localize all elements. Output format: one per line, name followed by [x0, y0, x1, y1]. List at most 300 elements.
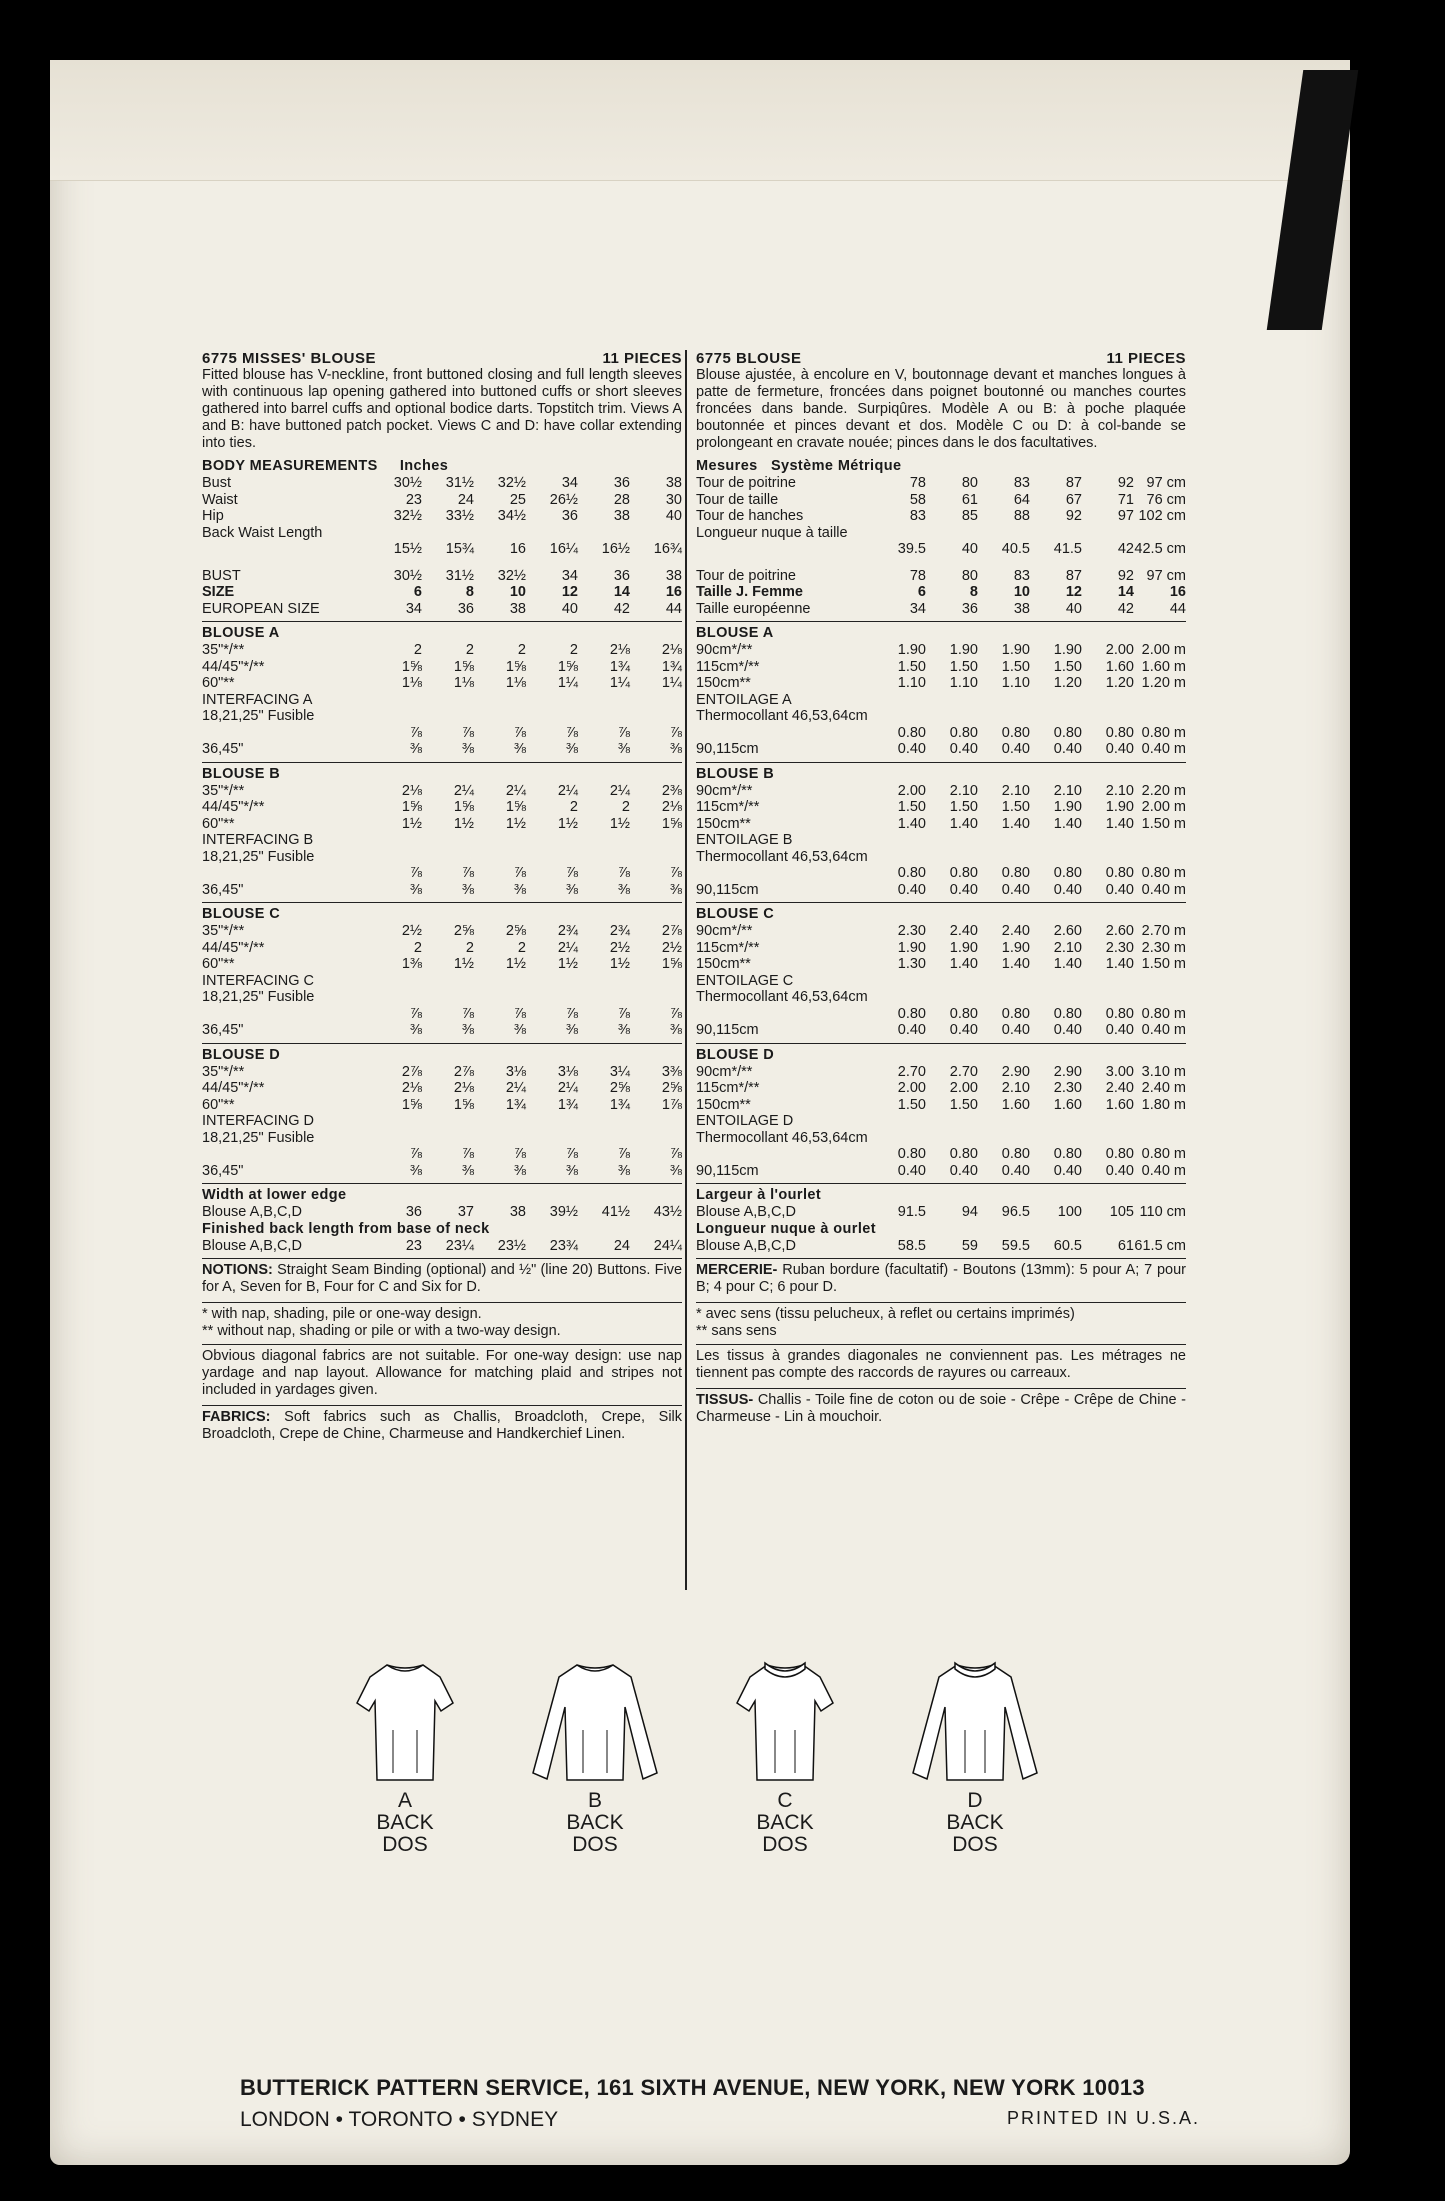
measurement-row	[696, 584, 1186, 601]
measurement-row	[696, 989, 1186, 1006]
row-label: 115cm*/**	[696, 1080, 760, 1096]
row-value: ⅜	[669, 741, 682, 757]
measurement-row	[696, 568, 1186, 585]
row-label: 150cm**	[696, 675, 751, 691]
row-value: 0.40	[897, 741, 926, 757]
fabrics	[202, 1409, 682, 1443]
back-view-b	[520, 1655, 670, 1855]
measurement-row	[202, 1097, 682, 1114]
row-label: 60"**	[202, 1096, 235, 1113]
measurement-row	[696, 1163, 1186, 1180]
row-value: ⅜	[461, 1022, 474, 1038]
measurement-row	[202, 865, 682, 882]
row-value: 3⅛	[557, 1063, 578, 1080]
row-value: 0.80	[949, 865, 978, 881]
view-back-label: BACK	[756, 1811, 814, 1834]
row-value: 1.50	[897, 658, 926, 675]
row-value: ⅜	[565, 881, 578, 898]
measurements-header	[202, 458, 682, 475]
row-value: 110 cm	[1139, 1204, 1186, 1220]
row-value: 39½	[549, 1204, 578, 1220]
row-value: 2.60	[1053, 923, 1082, 939]
view-back-label: BACK	[946, 1811, 1004, 1834]
row-label: 115cm*/**	[696, 658, 760, 675]
fusible-label: Thermocollant 46,53,64cm	[696, 1129, 868, 1146]
row-value: 2.10	[1001, 1080, 1030, 1096]
row-value: 1¾	[609, 1096, 630, 1113]
row-value: 2½	[661, 939, 682, 956]
row-value: 1.50	[949, 1096, 978, 1113]
row-value: 2.40	[1105, 1080, 1134, 1096]
row-value: ⅜	[461, 881, 474, 898]
printed-in-label: PRINTED IN U.S.A.	[1006, 2108, 1200, 2128]
row-value: 3⅜	[661, 1063, 682, 1080]
row-value: 36	[613, 475, 630, 491]
measurement-row	[202, 1130, 682, 1147]
row-value: 2.00	[897, 1080, 926, 1096]
measurement-row	[202, 816, 682, 833]
row-label: 60"**	[202, 815, 235, 832]
row-value: ⅞	[513, 1005, 526, 1022]
row-value: 1.50 m	[1141, 956, 1186, 972]
view-back-label: BACK	[376, 1811, 434, 1834]
row-value: 0.40	[897, 1022, 926, 1038]
row-value: 8	[969, 584, 978, 600]
row-value: 42	[1117, 541, 1134, 557]
row-value: ⅞	[617, 724, 630, 741]
row-value: 6	[413, 584, 422, 600]
section-rule	[202, 1258, 682, 1259]
row-value: 2⅝	[609, 1080, 630, 1096]
row-label: 115cm*/**	[696, 939, 760, 956]
row-value: 0.80 m	[1141, 1005, 1186, 1022]
section-rule	[696, 1183, 1186, 1184]
row-value: ⅜	[669, 1162, 682, 1179]
row-value: 14	[1117, 584, 1134, 600]
row-label	[696, 725, 874, 742]
width-table	[696, 1204, 1186, 1221]
measurements-header	[696, 458, 1186, 475]
measurement-row	[696, 525, 1186, 542]
footer-bottom-row	[240, 2108, 1200, 2132]
view-letter: A	[397, 1789, 412, 1812]
row-value: 34½	[497, 508, 526, 524]
row-value: ⅞	[617, 1146, 630, 1162]
view-letter: B	[587, 1789, 602, 1812]
row-value: 76 cm	[1146, 491, 1186, 508]
row-value: 2.60	[1105, 923, 1134, 939]
row-value: 43½	[653, 1204, 682, 1220]
row-value: 2	[569, 642, 578, 658]
row-value: 2.00	[1105, 642, 1134, 658]
row-value: 0.40 m	[1141, 741, 1186, 757]
measurement-row	[696, 741, 1186, 758]
row-value: 1⅛	[401, 675, 422, 691]
measurement-row	[202, 1113, 682, 1130]
measurement-row	[202, 541, 682, 558]
section-rule	[202, 762, 682, 763]
row-value: 36	[457, 600, 474, 617]
row-value: 3.00	[1105, 1063, 1134, 1080]
row-label: Blouse A,B,C,D	[696, 1204, 796, 1220]
row-value: 2¼	[505, 782, 526, 799]
fabrics-label: FABRICS:	[202, 1409, 271, 1425]
row-value: 34	[561, 475, 578, 491]
row-value: 2½	[609, 939, 630, 956]
row-label: 35"*/**	[202, 642, 245, 658]
blouse-long-sleeve-collar-icon	[905, 1655, 1045, 1790]
width-table	[202, 1204, 682, 1221]
row-value: 30½	[393, 567, 422, 584]
view-back-label: BACK	[566, 1811, 624, 1834]
row-value: 1⅝	[505, 658, 526, 675]
measurement-row	[696, 1006, 1186, 1023]
row-value: 2	[517, 939, 526, 956]
row-value: 2.10	[1053, 939, 1082, 956]
measurement-row	[696, 508, 1186, 525]
pattern-title-row	[202, 350, 682, 367]
row-value: 2¾	[609, 923, 630, 939]
row-value: 1¼	[609, 675, 630, 691]
measurement-row	[202, 956, 682, 973]
row-value: 2	[569, 799, 578, 815]
row-value: 1¾	[661, 658, 682, 675]
row-label: 36,45"	[202, 1162, 244, 1179]
row-value: 6	[917, 584, 926, 600]
row-value: 24	[613, 1237, 630, 1254]
row-value: 58	[909, 491, 926, 508]
row-value: 94	[961, 1204, 978, 1220]
row-value: 1.90	[949, 939, 978, 956]
row-value: 1.60	[1001, 1096, 1030, 1113]
row-label	[696, 541, 874, 558]
row-label: 150cm**	[696, 1096, 751, 1113]
row-value: 1.90	[1105, 799, 1134, 815]
measurement-row	[202, 1163, 682, 1180]
measurement-row	[202, 675, 682, 692]
row-value: 0.40	[949, 881, 978, 898]
row-value: ⅞	[565, 865, 578, 881]
blouse-view-header: BLOUSE D	[696, 1046, 775, 1063]
row-value: ⅞	[565, 724, 578, 741]
row-value: 1.50	[1053, 658, 1082, 675]
row-value: 0.80	[1105, 724, 1134, 741]
row-value: 2	[621, 799, 630, 815]
row-value: 1⅝	[661, 956, 682, 972]
row-value: 38	[509, 1204, 526, 1220]
row-value: 1⅝	[401, 1096, 422, 1113]
fusible-label: Thermocollant 46,53,64cm	[696, 708, 868, 724]
view-letter: D	[967, 1789, 983, 1812]
row-value: ⅜	[409, 1162, 422, 1179]
row-value: 2.10	[1105, 782, 1134, 799]
row-label: Taille J. Femme	[696, 584, 803, 600]
row-label: BUST	[202, 567, 241, 584]
row-value: 0.40 m	[1141, 881, 1186, 898]
row-label: 44/45"*/**	[202, 658, 265, 675]
row-value: 0.40	[1001, 1022, 1030, 1038]
row-value: 1⅝	[401, 658, 422, 675]
fusible-label: 18,21,25" Fusible	[202, 848, 315, 865]
row-value: 0.80	[1001, 1005, 1030, 1022]
row-value: 2⅛	[453, 1080, 474, 1096]
row-value: ⅞	[669, 865, 682, 881]
row-value: 1¼	[557, 675, 578, 691]
row-value: 40	[1065, 600, 1082, 617]
row-value: 1.50	[949, 658, 978, 675]
measurement-row	[202, 1006, 682, 1023]
measurement-row	[202, 1022, 682, 1039]
row-label: 36,45"	[202, 741, 244, 757]
row-value: ⅞	[461, 1005, 474, 1022]
row-value: 1½	[609, 956, 630, 972]
row-value: 1.40	[1105, 815, 1134, 832]
measurement-row	[696, 1146, 1186, 1163]
row-label: 90,115cm	[696, 881, 759, 898]
row-value: 2.10	[949, 782, 978, 799]
measurement-row	[696, 783, 1186, 800]
row-value: 39.5	[897, 541, 926, 557]
blouse-long-sleeve-icon	[525, 1655, 665, 1790]
row-value: 33½	[445, 508, 474, 524]
row-value: 0.80	[1053, 1146, 1082, 1162]
measurement-row	[202, 725, 682, 742]
yardage-table	[696, 923, 1186, 1039]
notions-label: NOTIONS:	[202, 1262, 273, 1278]
row-value: 0.40	[949, 1022, 978, 1038]
row-value: 37	[457, 1204, 474, 1220]
row-label: 90cm*/**	[696, 642, 753, 658]
row-label: 150cm**	[696, 956, 751, 972]
row-value: ⅜	[513, 881, 526, 898]
row-value: 0.80	[1105, 1146, 1134, 1162]
row-value: 2.30	[1053, 1080, 1082, 1096]
section-rule	[696, 1302, 1186, 1303]
row-value: 1.40	[1053, 956, 1082, 972]
row-value: 1.50	[1001, 799, 1030, 815]
row-value: 1⅝	[661, 815, 682, 832]
column-divider	[685, 350, 687, 1590]
row-value: ⅞	[409, 724, 422, 741]
row-value: 0.40	[1053, 1022, 1082, 1038]
row-value: 1.40	[1053, 815, 1082, 832]
back-view-a	[330, 1655, 480, 1855]
row-value: 59.5	[1001, 1237, 1030, 1254]
row-value: 3.10 m	[1141, 1063, 1186, 1080]
row-value: ⅜	[409, 1022, 422, 1038]
row-value: 1⅛	[453, 675, 474, 691]
row-value: 80	[961, 567, 978, 584]
row-value: ⅞	[617, 1005, 630, 1022]
row-value: 0.40	[1053, 1162, 1082, 1179]
row-value: 91.5	[897, 1204, 926, 1220]
measurement-row	[696, 799, 1186, 816]
row-label	[202, 865, 370, 882]
diagonal-note: Obvious diagonal fabrics are not suitable. For one-way design: use nap yardage and nap layout. Allowance for matching plaid and stripes not included in yardages given.	[202, 1348, 682, 1398]
row-value: 16	[509, 541, 526, 557]
view-letter: C	[777, 1789, 793, 1812]
row-value: 2¼	[557, 1080, 578, 1096]
width-header: Largeur à l'ourlet	[696, 1187, 822, 1203]
blouse-short-sleeve-icon	[345, 1655, 465, 1790]
row-value: 64	[1013, 491, 1030, 508]
row-label: 150cm**	[696, 815, 751, 832]
row-value: 1⅝	[505, 799, 526, 815]
measurement-row	[696, 832, 1186, 849]
row-value: 0.80	[1053, 865, 1082, 881]
row-value: 40	[961, 541, 978, 557]
row-value: 88	[1013, 508, 1030, 524]
row-label	[202, 541, 370, 558]
interfacing-label: INTERFACING A	[202, 691, 313, 708]
measurement-row	[202, 923, 682, 940]
measurements-title: BODY MEASUREMENTS	[202, 458, 378, 474]
row-value: 2¼	[557, 782, 578, 799]
envelope-flap	[50, 60, 1350, 181]
yardage-table	[696, 783, 1186, 899]
row-label: 90cm*/**	[696, 923, 753, 939]
back-length-table	[696, 1238, 1186, 1255]
row-value: 1⅛	[505, 675, 526, 691]
row-value: 0.80	[949, 1146, 978, 1162]
row-value: 0.80	[1001, 1146, 1030, 1162]
row-value: 61.5 cm	[1134, 1237, 1186, 1254]
row-value: ⅜	[565, 741, 578, 757]
measurement-row	[696, 816, 1186, 833]
section-rule	[696, 902, 1186, 903]
row-value: 31½	[445, 567, 474, 584]
row-value: 15½	[393, 541, 422, 557]
row-value: 0.40	[1001, 881, 1030, 898]
row-value: ⅜	[513, 1022, 526, 1038]
measurement-row	[202, 642, 682, 659]
section-rule	[696, 1344, 1186, 1345]
row-value: 2.20 m	[1141, 782, 1186, 799]
measurement-row	[696, 675, 1186, 692]
row-value: 0.80	[897, 724, 926, 741]
measurement-row	[696, 642, 1186, 659]
row-value: 1.40	[1001, 815, 1030, 832]
row-value: 12	[561, 584, 578, 600]
row-value: 34	[561, 567, 578, 584]
row-value: 1¾	[609, 658, 630, 675]
piece-count: 11 PIECES	[602, 350, 682, 367]
row-value: 2.90	[1001, 1063, 1030, 1080]
row-value: 100	[1057, 1204, 1082, 1220]
row-value: 1.30	[897, 956, 926, 972]
blouse-view-header: BLOUSE A	[696, 625, 774, 641]
interfacing-label: INTERFACING D	[202, 1113, 314, 1129]
row-label: Blouse A,B,C,D	[696, 1237, 796, 1254]
measurement-row	[696, 725, 1186, 742]
row-value: 1½	[505, 956, 526, 972]
row-label: SIZE	[202, 584, 235, 600]
row-label: 90cm*/**	[696, 1063, 753, 1080]
row-label: Taille européenne	[696, 600, 811, 617]
row-value: 1.90	[897, 939, 926, 956]
fusible-label: Thermocollant 46,53,64cm	[696, 989, 868, 1005]
row-value: 23¼	[445, 1237, 474, 1254]
row-value: 2¼	[505, 1080, 526, 1096]
notions	[696, 1262, 1186, 1296]
row-value: 1.80 m	[1141, 1096, 1186, 1113]
row-value: 1.50	[897, 799, 926, 815]
measurement-row	[202, 1238, 682, 1255]
section-rule	[202, 902, 682, 903]
measurement-row	[696, 973, 1186, 990]
section-rule	[202, 1183, 682, 1184]
row-value: 38	[665, 475, 682, 491]
back-length-table	[202, 1238, 682, 1255]
measurement-row	[202, 799, 682, 816]
row-value: 105	[1109, 1204, 1134, 1220]
measurement-row	[696, 601, 1186, 618]
row-value: 3¼	[609, 1063, 630, 1080]
row-value: 83	[1013, 475, 1030, 491]
fabrics-label: TISSUS-	[696, 1392, 754, 1408]
row-value: 2.40 m	[1141, 1080, 1186, 1096]
row-label: 44/45"*/**	[202, 799, 265, 815]
measurement-row	[696, 659, 1186, 676]
row-label: 36,45"	[202, 1022, 244, 1038]
back-view-d	[900, 1655, 1050, 1855]
blouse-short-sleeve-collar-icon	[725, 1655, 845, 1790]
row-value: 15¾	[445, 541, 474, 557]
row-value: 32½	[497, 567, 526, 584]
row-value: 92	[1065, 508, 1082, 524]
measurement-row	[696, 1080, 1186, 1097]
row-value: 2.40	[949, 923, 978, 939]
row-label	[696, 865, 874, 882]
row-value: 1.40	[897, 815, 926, 832]
row-value: ⅜	[617, 881, 630, 898]
units-label: Inches	[399, 458, 449, 474]
row-value: 31½	[445, 475, 474, 491]
row-value: 1.50	[897, 1096, 926, 1113]
row-value: 1⅞	[661, 1096, 682, 1113]
yardage-table	[696, 642, 1186, 758]
row-value: 1.10	[949, 675, 978, 691]
row-value: 2⅞	[661, 923, 682, 939]
row-label: 115cm*/**	[696, 799, 760, 815]
width-header: Width at lower edge	[202, 1187, 347, 1203]
row-value: 23	[405, 491, 422, 508]
row-value: 1.10	[1001, 675, 1030, 691]
row-value: 30½	[393, 475, 422, 491]
yardage-table	[202, 642, 682, 758]
row-value: 10	[509, 584, 526, 600]
pattern-title: 6775 MISSES' BLOUSE	[202, 350, 376, 367]
row-value: 0.80 m	[1141, 865, 1186, 881]
blouse-view-header: BLOUSE C	[696, 906, 775, 922]
row-label	[696, 1146, 874, 1163]
row-value: ⅞	[461, 724, 474, 741]
measurement-row	[696, 956, 1186, 973]
row-value: ⅜	[409, 741, 422, 757]
row-value: 1.60 m	[1141, 658, 1186, 675]
interfacing-label: INTERFACING C	[202, 972, 314, 989]
row-value: 1¾	[557, 1096, 578, 1113]
row-value: 1⅝	[453, 1096, 474, 1113]
measurement-row	[202, 601, 682, 618]
nap-note: * avec sens (tissu pelucheux, à reflet ou certains imprimés)	[696, 1306, 1075, 1322]
row-value: 1.10	[897, 675, 926, 691]
blouse-view-header: BLOUSE C	[202, 906, 281, 922]
row-value: ⅞	[409, 1005, 422, 1022]
measurement-row	[202, 973, 682, 990]
row-value: 1.20 m	[1141, 675, 1186, 691]
row-value: ⅜	[669, 881, 682, 898]
